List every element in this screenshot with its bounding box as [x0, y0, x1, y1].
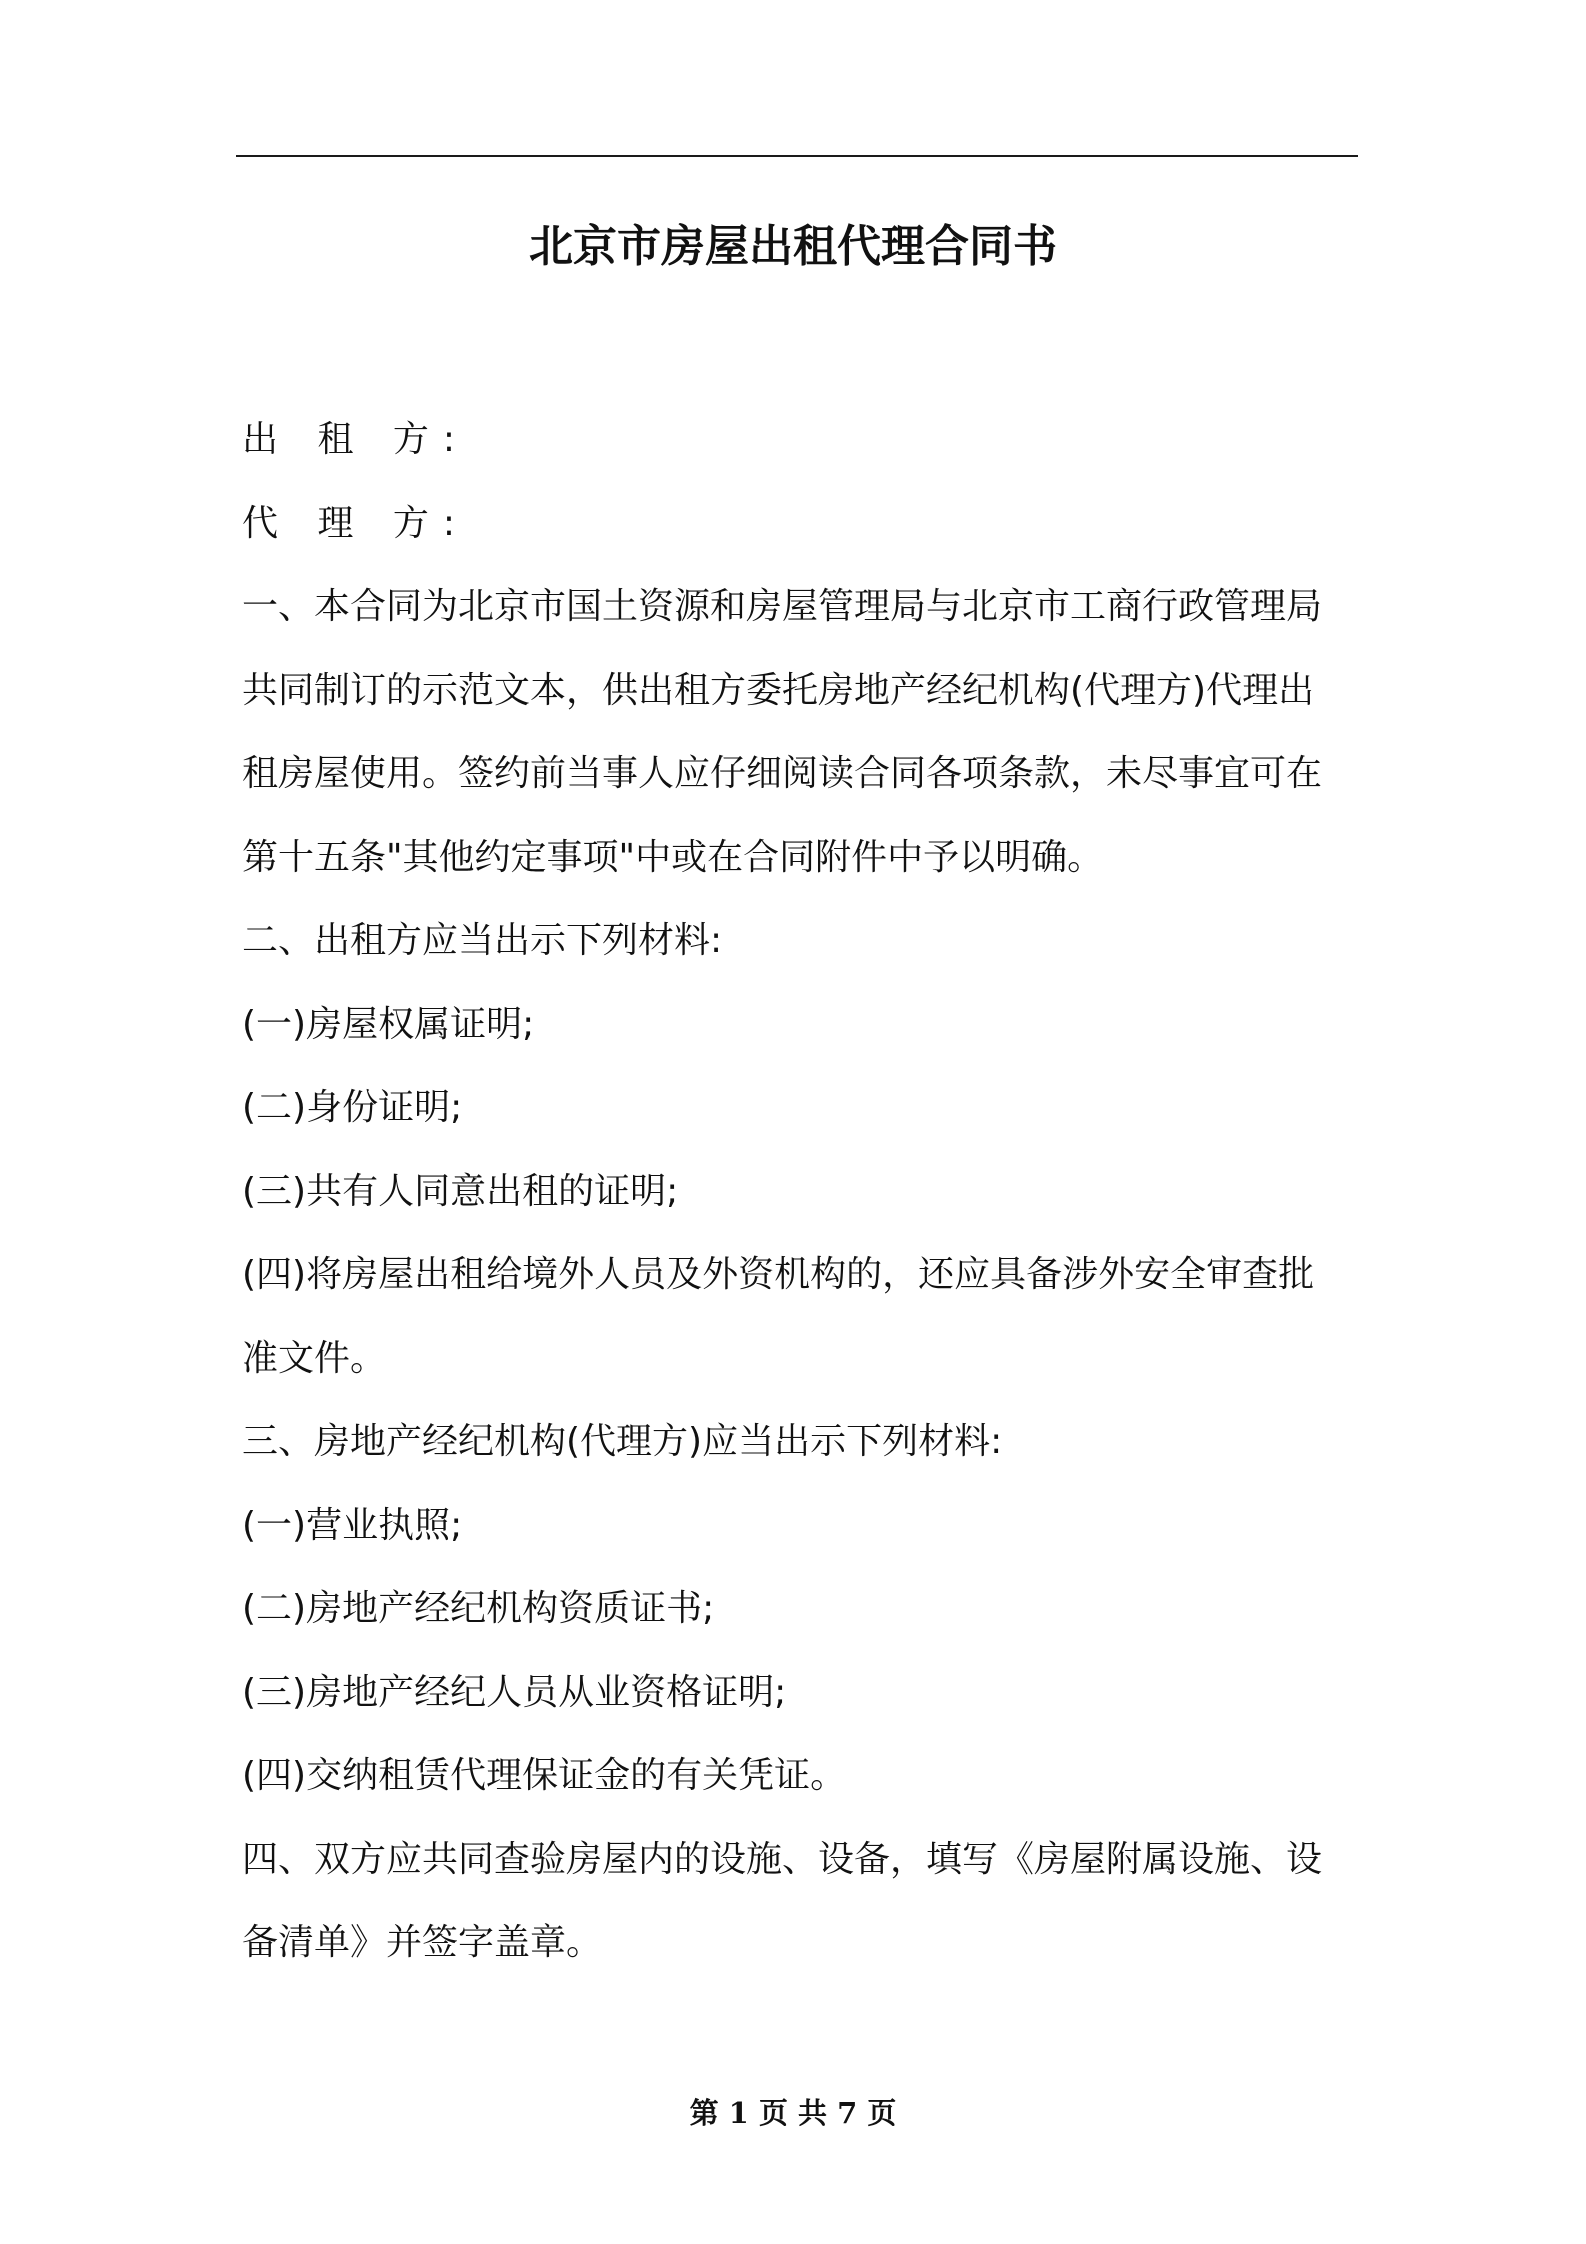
- clause-1-line-4: 第十五条"其他约定事项"中或在合同附件中予以明确。: [242, 836, 1104, 878]
- clause-3-item-4: (四)交纳租赁代理保证金的有关凭证。: [242, 1755, 847, 1796]
- clause-4-line-1: 四、双方应共同查验房屋内的设施、设备，填写《房屋附属设施、设: [242, 1838, 1323, 1880]
- clause-3-item-3: (三)房地产经纪人员从业资格证明;: [242, 1671, 787, 1713]
- agent-label: 代 理 方:: [242, 502, 470, 544]
- lessor-line: [242, 398, 1358, 482]
- clause-3-item-1: (一)营业执照;: [242, 1504, 463, 1546]
- clause-1-line-1: 一、本合同为北京市国土资源和房屋管理局与北京市工商行政管理局: [242, 586, 1323, 627]
- clause-2-item-1: (一)房屋权属证明;: [242, 1003, 535, 1045]
- page-indicator: 第 1 页 共 7 页: [689, 2096, 897, 2130]
- clause-3-heading: 三、房地产经纪机构(代理方)应当出示下列材料:: [242, 1421, 1003, 1462]
- clause-2-item-4-line-2: 准文件。: [242, 1337, 387, 1379]
- clause-3-item-2: (二)房地产经纪机构资质证书;: [242, 1588, 715, 1629]
- clause-1-line-2: 共同制订的示范文本，供出租方委托房地产经纪机构(代理方)代理出: [242, 669, 1315, 711]
- agent-line: [242, 482, 1358, 566]
- lessor-label: 出 租 方:: [242, 419, 470, 460]
- clause-2-item-3: (三)共有人同意出租的证明;: [242, 1170, 679, 1212]
- clause-2-heading: 二、出租方应当出示下列材料:: [242, 920, 723, 961]
- clause-4-line-2: 备清单》并签字盖章。: [242, 1922, 603, 1963]
- header-rule: [236, 155, 1358, 157]
- clause-2-item-2: (二)身份证明;: [242, 1087, 463, 1128]
- document-body: [242, 398, 1358, 1985]
- clause-2-item-4-line-1: (四)将房屋出租给境外人员及外资机构的，还应具备涉外安全审查批: [242, 1254, 1315, 1295]
- document-title: 北京市房屋出租代理合同书: [529, 221, 1057, 272]
- clause-1-line-3: 租房屋使用。签约前当事人应仔细阅读合同各项条款，未尽事宜可在: [242, 753, 1323, 794]
